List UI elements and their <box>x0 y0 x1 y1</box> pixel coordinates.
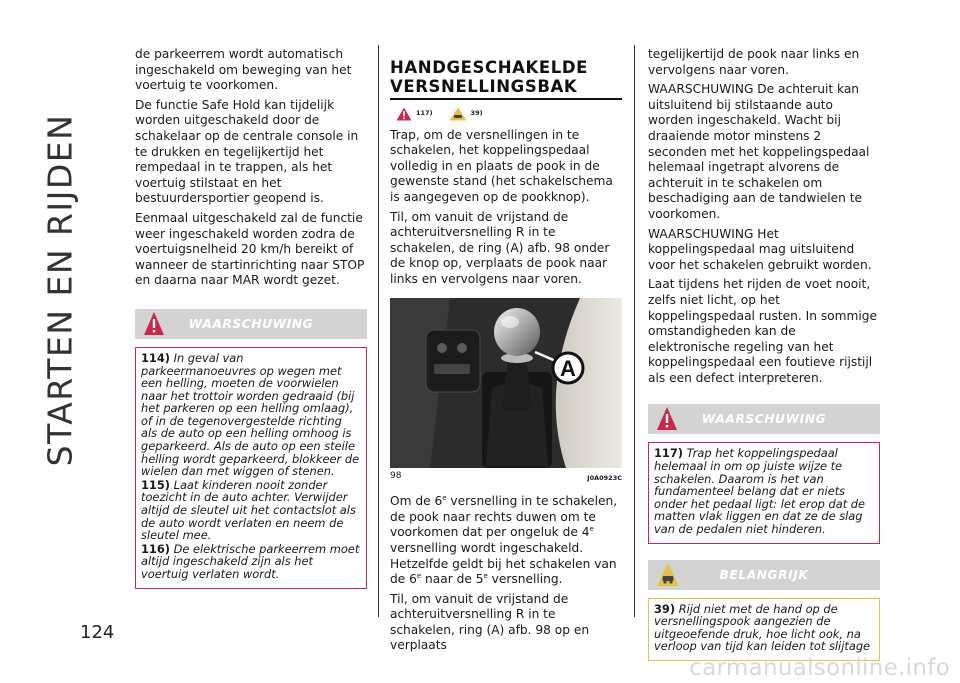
ordinal-superscript: e <box>589 525 594 534</box>
chapter-side-title: STARTEN EN RIJDEN <box>40 113 80 467</box>
car-hazard-icon <box>449 107 467 121</box>
note-number: 114) <box>141 350 170 365</box>
section-title <box>390 58 622 96</box>
column-2 <box>390 58 622 658</box>
figure-callout-label: A <box>560 355 576 381</box>
text-run: Om de 6 <box>390 494 443 509</box>
note-item <box>141 479 361 542</box>
paragraph: Til, om vanuit de vrijstand de achteruitversnelling R in te schakelen, ring (A) afb. 98 op en verplaats <box>390 591 590 653</box>
text-run: versnelling wordt ingeschakeld. <box>390 540 584 555</box>
ordinal-superscript: e <box>483 572 488 581</box>
paragraph <box>390 494 622 588</box>
warning-label: WAARSCHUWING <box>188 316 314 331</box>
column-1 <box>135 47 367 589</box>
note-number: 117) <box>654 446 683 461</box>
gear-shift-figure <box>390 298 622 468</box>
paragraph: Trap, om de versnellingen in te schakelen, het koppelingspedaal volledig in en plaats de pook in de gewenste stand (het schakelschema is aangegeven op de pookknop). <box>390 127 613 204</box>
paragraph: WAARSCHUWING Het koppelingspedaal mag uitsluitend voor het schakelen gebruikt worden. <box>648 226 872 272</box>
ordinal-superscript: e <box>416 572 422 581</box>
paragraph: de parkeerrem wordt automatisch ingeschakeld om beweging van het voertuig te voorkomen. <box>135 47 352 93</box>
figure-caption <box>390 469 622 487</box>
ordinal-superscript: e <box>442 494 447 503</box>
warning-label: WAARSCHUWING <box>701 412 827 427</box>
text-run: versnelling. <box>487 572 563 587</box>
text-run: versnelling in te schakelen, de pook naar rechts duwen om te voorkomen dat per ongeluk de 4 <box>390 494 618 540</box>
paragraph: Laat tijdens het rijden de voet nooit, zelfs niet licht, op het koppelingspedaal rusten. In sommige omstandigheden kan de elektronische regeling van het koppelingspedaal een foutieve rijstijl als een defect interpreteren. <box>648 277 877 385</box>
page-number: 124 <box>80 622 115 643</box>
note-item <box>654 603 874 653</box>
warning-icon <box>396 107 412 121</box>
title-rule <box>390 98 622 100</box>
warning-banner <box>135 309 367 339</box>
note-text: Laat kinderen nooit zonder toezicht in de auto achter. Verwijder altijd de sleutel uit het contactslot als de auto wordt verlaten en neem de sleutel mee. <box>141 477 356 543</box>
note-text: Rijd niet met de hand op de versnellingspook aangezien de uitgeoefende druk, hoe licht ook, na verloop van tijd kan leiden tot slijtage <box>654 601 871 654</box>
note-item <box>141 352 361 478</box>
note-item <box>141 543 361 581</box>
note-text: De elektrische parkeerrem moet altijd ingeschakeld zijn als het voertuig verlaten wordt. <box>141 541 360 581</box>
paragraph: Til, om vanuit de vrijstand de achteruitversnelling R in te schakelen, de ring (A) afb. 98 onder de knop op, verplaats de pook naar links en vervolgens naar voren. <box>390 209 610 286</box>
figure-code: J0A0923C <box>587 473 622 482</box>
important-notes <box>648 598 880 661</box>
note-number: 116) <box>141 541 170 556</box>
note-text: In geval van parkeermanoeuvres op wegen met een helling, moeten de voorwielen naar het trottoir worden gedraaid (bij het parkeren op een helling omlaag), of in de tegenovergestelde richting als de auto op een helling omhoog is geparkeerd. Als de auto op een steile helling wordt geparkeerd, blokkeer de wielen dan met wiggen of stenen. <box>141 350 360 479</box>
paragraph: Eenmaal uitgeschakeld zal de functie weer ingeschakeld worden zodra de voertuigsnelheid 20 km/h bereikt of wanneer de startinrichting naar STOP en daarna naar MAR wordt gezet. <box>135 210 365 288</box>
text-run: Hetzelfde geldt bij het schakelen van de 6 <box>390 556 617 587</box>
column-3 <box>648 47 880 661</box>
paragraph: tegelijkertijd de pook naar links en vervolgens naar voren. <box>648 47 860 77</box>
paragraph: WAARSCHUWING De achteruit kan uitsluitend bij stilstaande auto worden ingeschakeld. Wacht bij draaiende motor minstens 2 seconden met het koppelingspedaal helemaal ingetrapt alvorens de achteruit in te schakelen om beschadiging aan de tandwielen te voorkomen. <box>648 82 870 221</box>
text-run: naar de 5 <box>421 572 484 587</box>
paragraph: De functie Safe Hold kan tijdelijk worden uitgeschakeld door de schakelaar op de centrale console in te drukken en tegelijkertijd het rempedaal in te trappen, als het voertuig stilstaat en het bestuurdersportier geopend is. <box>135 97 359 206</box>
warning-banner <box>648 404 880 434</box>
watermark: carmanualsonline.info <box>689 655 950 681</box>
note-number: 115) <box>141 477 170 492</box>
warning-notes <box>135 347 367 589</box>
column-divider <box>378 45 379 617</box>
important-label: BELANGRIJK <box>719 567 809 582</box>
gear-lever-image <box>390 298 622 468</box>
ref-warning-number: 117) <box>416 109 433 117</box>
section-title-line1: HANDGESCHAKELDE <box>390 58 589 77</box>
note-item <box>654 447 874 535</box>
reference-markers <box>396 106 622 122</box>
section-title-line2: VERSNELLINGSBAK <box>390 77 578 96</box>
column-divider <box>634 45 635 617</box>
important-banner <box>648 560 880 590</box>
note-text: Trap het koppelingspedaal helemaal in om op juiste wijze te schakelen. Daarom is het van fundamenteel belang dat er niets onder het pedaal ligt: let erop dat de matten vlak liggen en dat ze de slag van de pedalen niet hinderen. <box>654 446 866 537</box>
note-number: 39) <box>654 601 676 616</box>
warning-notes <box>648 442 880 543</box>
figure-number: 98 <box>390 470 402 481</box>
ref-important-number: 39) <box>470 109 483 117</box>
